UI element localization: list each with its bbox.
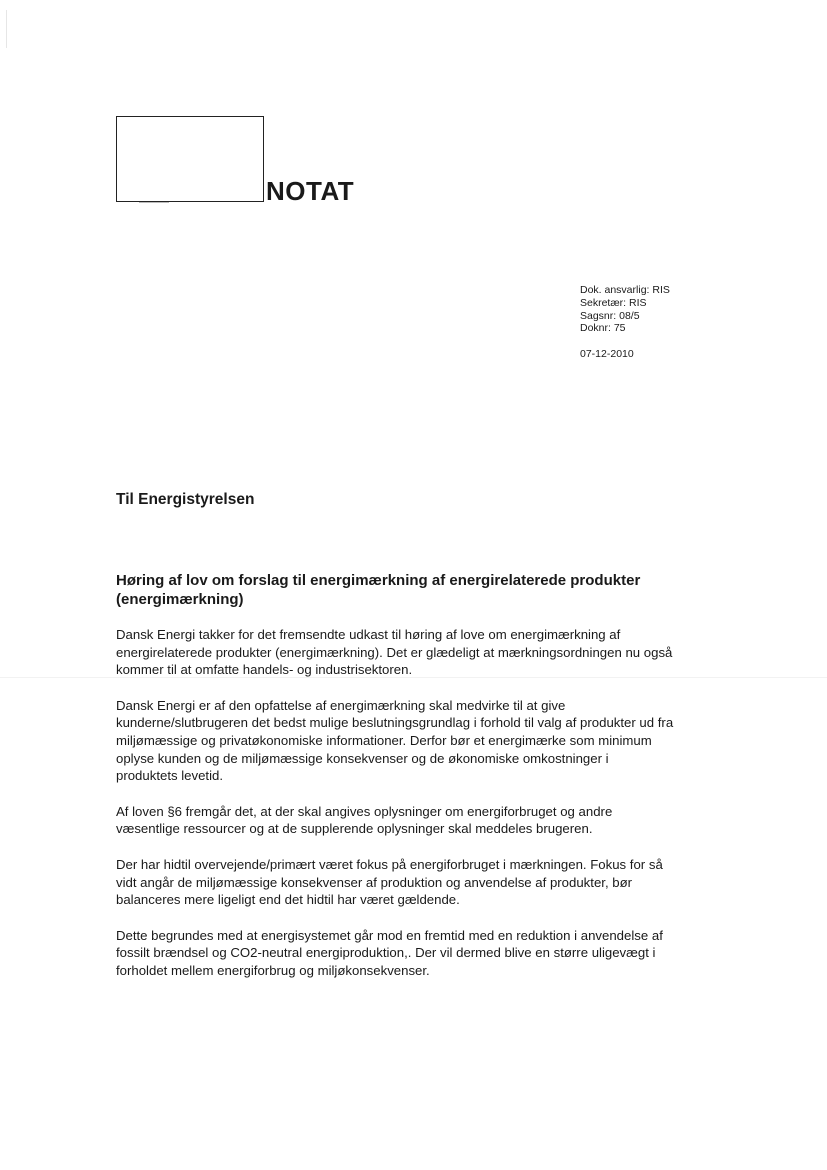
paragraph [116, 803, 728, 838]
paragraph-line: kunderne/slutbrugeren det bedst mulige beslutningsgrundlag i forhold til valg af produkter ud fra [116, 715, 674, 731]
paragraph-line: miljømæssige og privatøkonomiske informationer. Derfor bør et energimærke som minimum [116, 732, 652, 748]
document-date: 07-12-2010 [580, 348, 634, 360]
paragraph-line: energirelaterede produkter (energimærkning). Det er glædeligt at mærkningsordningen nu også [116, 644, 673, 660]
paragraph-line: balanceres mere ligeligt end det hidtil har været gældende. [116, 892, 460, 908]
subject-heading [116, 571, 736, 609]
paragraph-line: oplyse kunden og de miljømæssige konsekvenser og de økonomiske omkostninger i [116, 750, 609, 766]
box-scan-artifact [139, 202, 169, 203]
paragraph-line: væsentlige ressourcer og at de supplerende oplysninger skal meddeles brugeren. [116, 821, 593, 837]
paragraph [116, 927, 728, 980]
paragraph [116, 626, 728, 679]
paragraph [116, 697, 728, 785]
paragraph-line: Dansk Energi takker for det fremsendte udkast til høring af love om energimærkning af [116, 627, 621, 642]
paragraph-line: fossilt brændsel og CO2-neutral energiproduktion,. Der vil dermed blive en større uligevægt i [116, 945, 656, 961]
paragraph-line: Der har hidtil overvejende/primært været fokus på energiforbruget i mærkningen. Fokus for så [116, 856, 663, 872]
paragraph-line: Dette begrundes med at energisystemet går mod en fremtid med en reduktion i anvendelse af [116, 927, 663, 943]
subject-line: Høring af lov om forslag til energimærkning af energirelaterede produkter [116, 572, 641, 589]
document-body [116, 626, 728, 998]
document-meta [580, 284, 670, 335]
document-title: NOTAT [266, 176, 355, 206]
scan-edge-mark [6, 10, 7, 48]
paragraph-line: produktets levetid. [116, 768, 224, 784]
meta-document-number: Doknr: 75 [580, 322, 626, 335]
paragraph-line: Dansk Energi er af den opfattelse af energimærkning skal medvirke til at give [116, 697, 566, 713]
paragraph [116, 856, 728, 909]
meta-case-number: Sagsnr: 08/5 [580, 309, 640, 322]
subject-line: (energimærkning) [116, 591, 244, 608]
paragraph-line: Af loven §6 fremgår det, at der skal angives oplysninger om energiforbruget og andre [116, 803, 613, 819]
recipient-heading: Til Energistyrelsen [116, 491, 255, 508]
paragraph-line: vidt angår de miljømæssige konsekvenser af produktion og anvendelse af produkter, bør [116, 874, 633, 890]
paragraph-line: kommer til at omfatte handels- og industrisektoren. [116, 662, 413, 678]
paragraph-line: forholdet mellem energiforbrug og miljøkonsekvenser. [116, 962, 430, 978]
meta-responsible: Dok. ansvarlig: RIS [580, 284, 670, 296]
logo-placeholder-box [116, 116, 264, 202]
meta-secretary: Sekretær: RIS [580, 296, 647, 309]
